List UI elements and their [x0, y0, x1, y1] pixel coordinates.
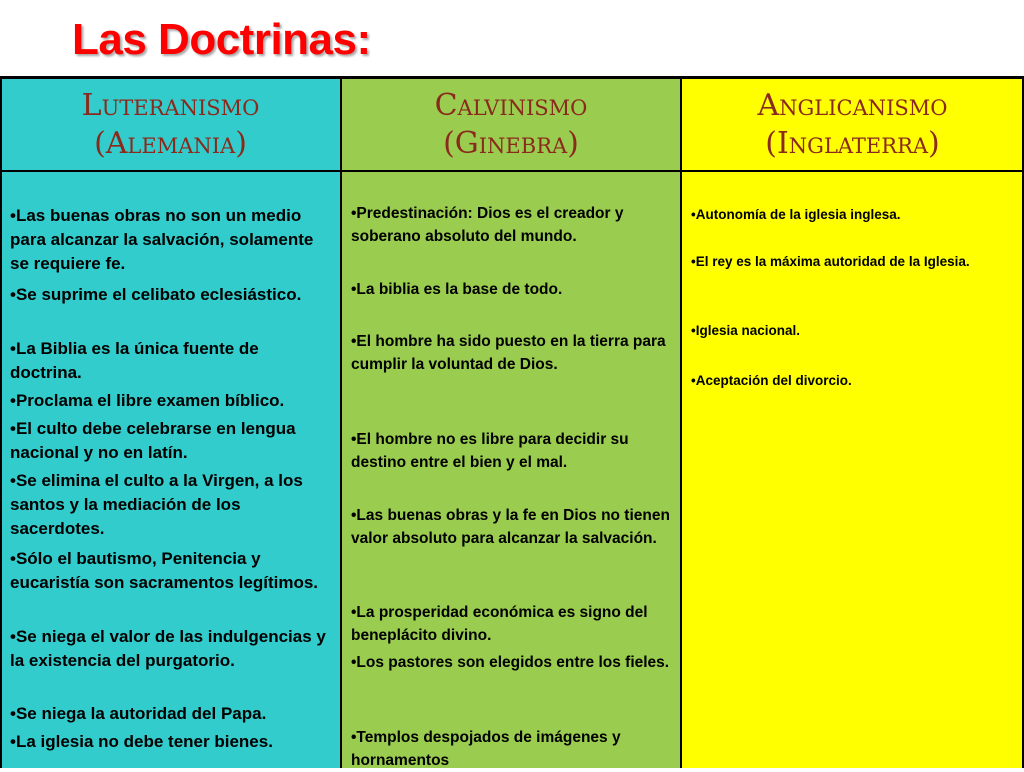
column-header-anglicanismo: [681, 79, 1024, 172]
header-line-1: Anglicanismo: [757, 87, 948, 123]
list-item: •Las buenas obras no son un medio para alcanzar la salvación, solamente se requiere fe.: [10, 206, 314, 273]
column-header-luteranismo: [0, 79, 341, 172]
list-item: •Aceptación del divorcio.: [691, 373, 852, 388]
doctrines-table: [0, 76, 1024, 768]
list-item: •Templos despojados de imágenes y hornamentos: [351, 729, 621, 769]
column-calvinismo: [341, 79, 681, 768]
list-item: •Se niega la autoridad del Papa.: [10, 704, 267, 723]
column-luteranismo: [0, 79, 341, 768]
header-line-2: (Alemania): [94, 125, 247, 161]
list-item: •El rey es la máxima autoridad de la Iglesia.: [691, 254, 970, 269]
list-item: •Sólo el bautismo, Penitencia y eucaristía son sacramentos legítimos.: [10, 549, 319, 592]
list-item: •La iglesia no debe tener bienes.: [10, 732, 273, 751]
header-line-2: (Inglaterra): [765, 125, 940, 161]
header-line-1: Calvinismo: [434, 87, 588, 123]
list-item: •Se niega el valor de las indulgencias y la existencia del purgatorio.: [10, 627, 326, 670]
list-item: •Autonomía de la iglesia inglesa.: [691, 207, 901, 222]
column-body-anglicanismo: [681, 172, 1024, 768]
column-anglicanismo: [681, 79, 1024, 768]
list-item: •La Biblia es la única fuente de doctrina.: [10, 339, 259, 382]
list-item: •El hombre ha sido puesto en la tierra para cumplir la voluntad de Dios.: [351, 333, 666, 373]
column-divider: [0, 79, 2, 768]
list-item: •Iglesia nacional.: [691, 323, 801, 338]
list-item: •Los pastores son elegidos entre los fieles.: [351, 654, 670, 671]
column-divider: [680, 79, 682, 768]
list-item: •El culto debe celebrarse en lengua nacional y no en latín.: [10, 419, 296, 462]
header-line-1: Luteranismo: [81, 87, 260, 123]
list-item: •Las buenas obras y la fe en Dios no tienen valor absoluto para alcanzar la salvación.: [351, 507, 670, 547]
column-body-calvinismo: [341, 172, 681, 768]
column-divider: [340, 79, 342, 768]
list-item: •La biblia es la base de todo.: [351, 281, 563, 298]
header-line-2: (Ginebra): [443, 125, 579, 161]
column-header-calvinismo: [341, 79, 681, 172]
slide-title: Las Doctrinas:: [72, 15, 371, 64]
list-item: •El hombre no es libre para decidir su destino entre el bien y el mal.: [351, 431, 629, 471]
list-item: •Se suprime el celibato eclesiástico.: [10, 285, 302, 304]
list-item: •Proclama el libre examen bíblico.: [10, 391, 285, 410]
column-body-luteranismo: [0, 172, 341, 768]
list-item: •La prosperidad económica es signo del beneplácito divino.: [351, 604, 648, 644]
list-item: •Predestinación: Dios es el creador y soberano absoluto del mundo.: [351, 205, 624, 245]
list-item: •Se elimina el culto a la Virgen, a los santos y la mediación de los sacerdotes.: [10, 471, 303, 538]
